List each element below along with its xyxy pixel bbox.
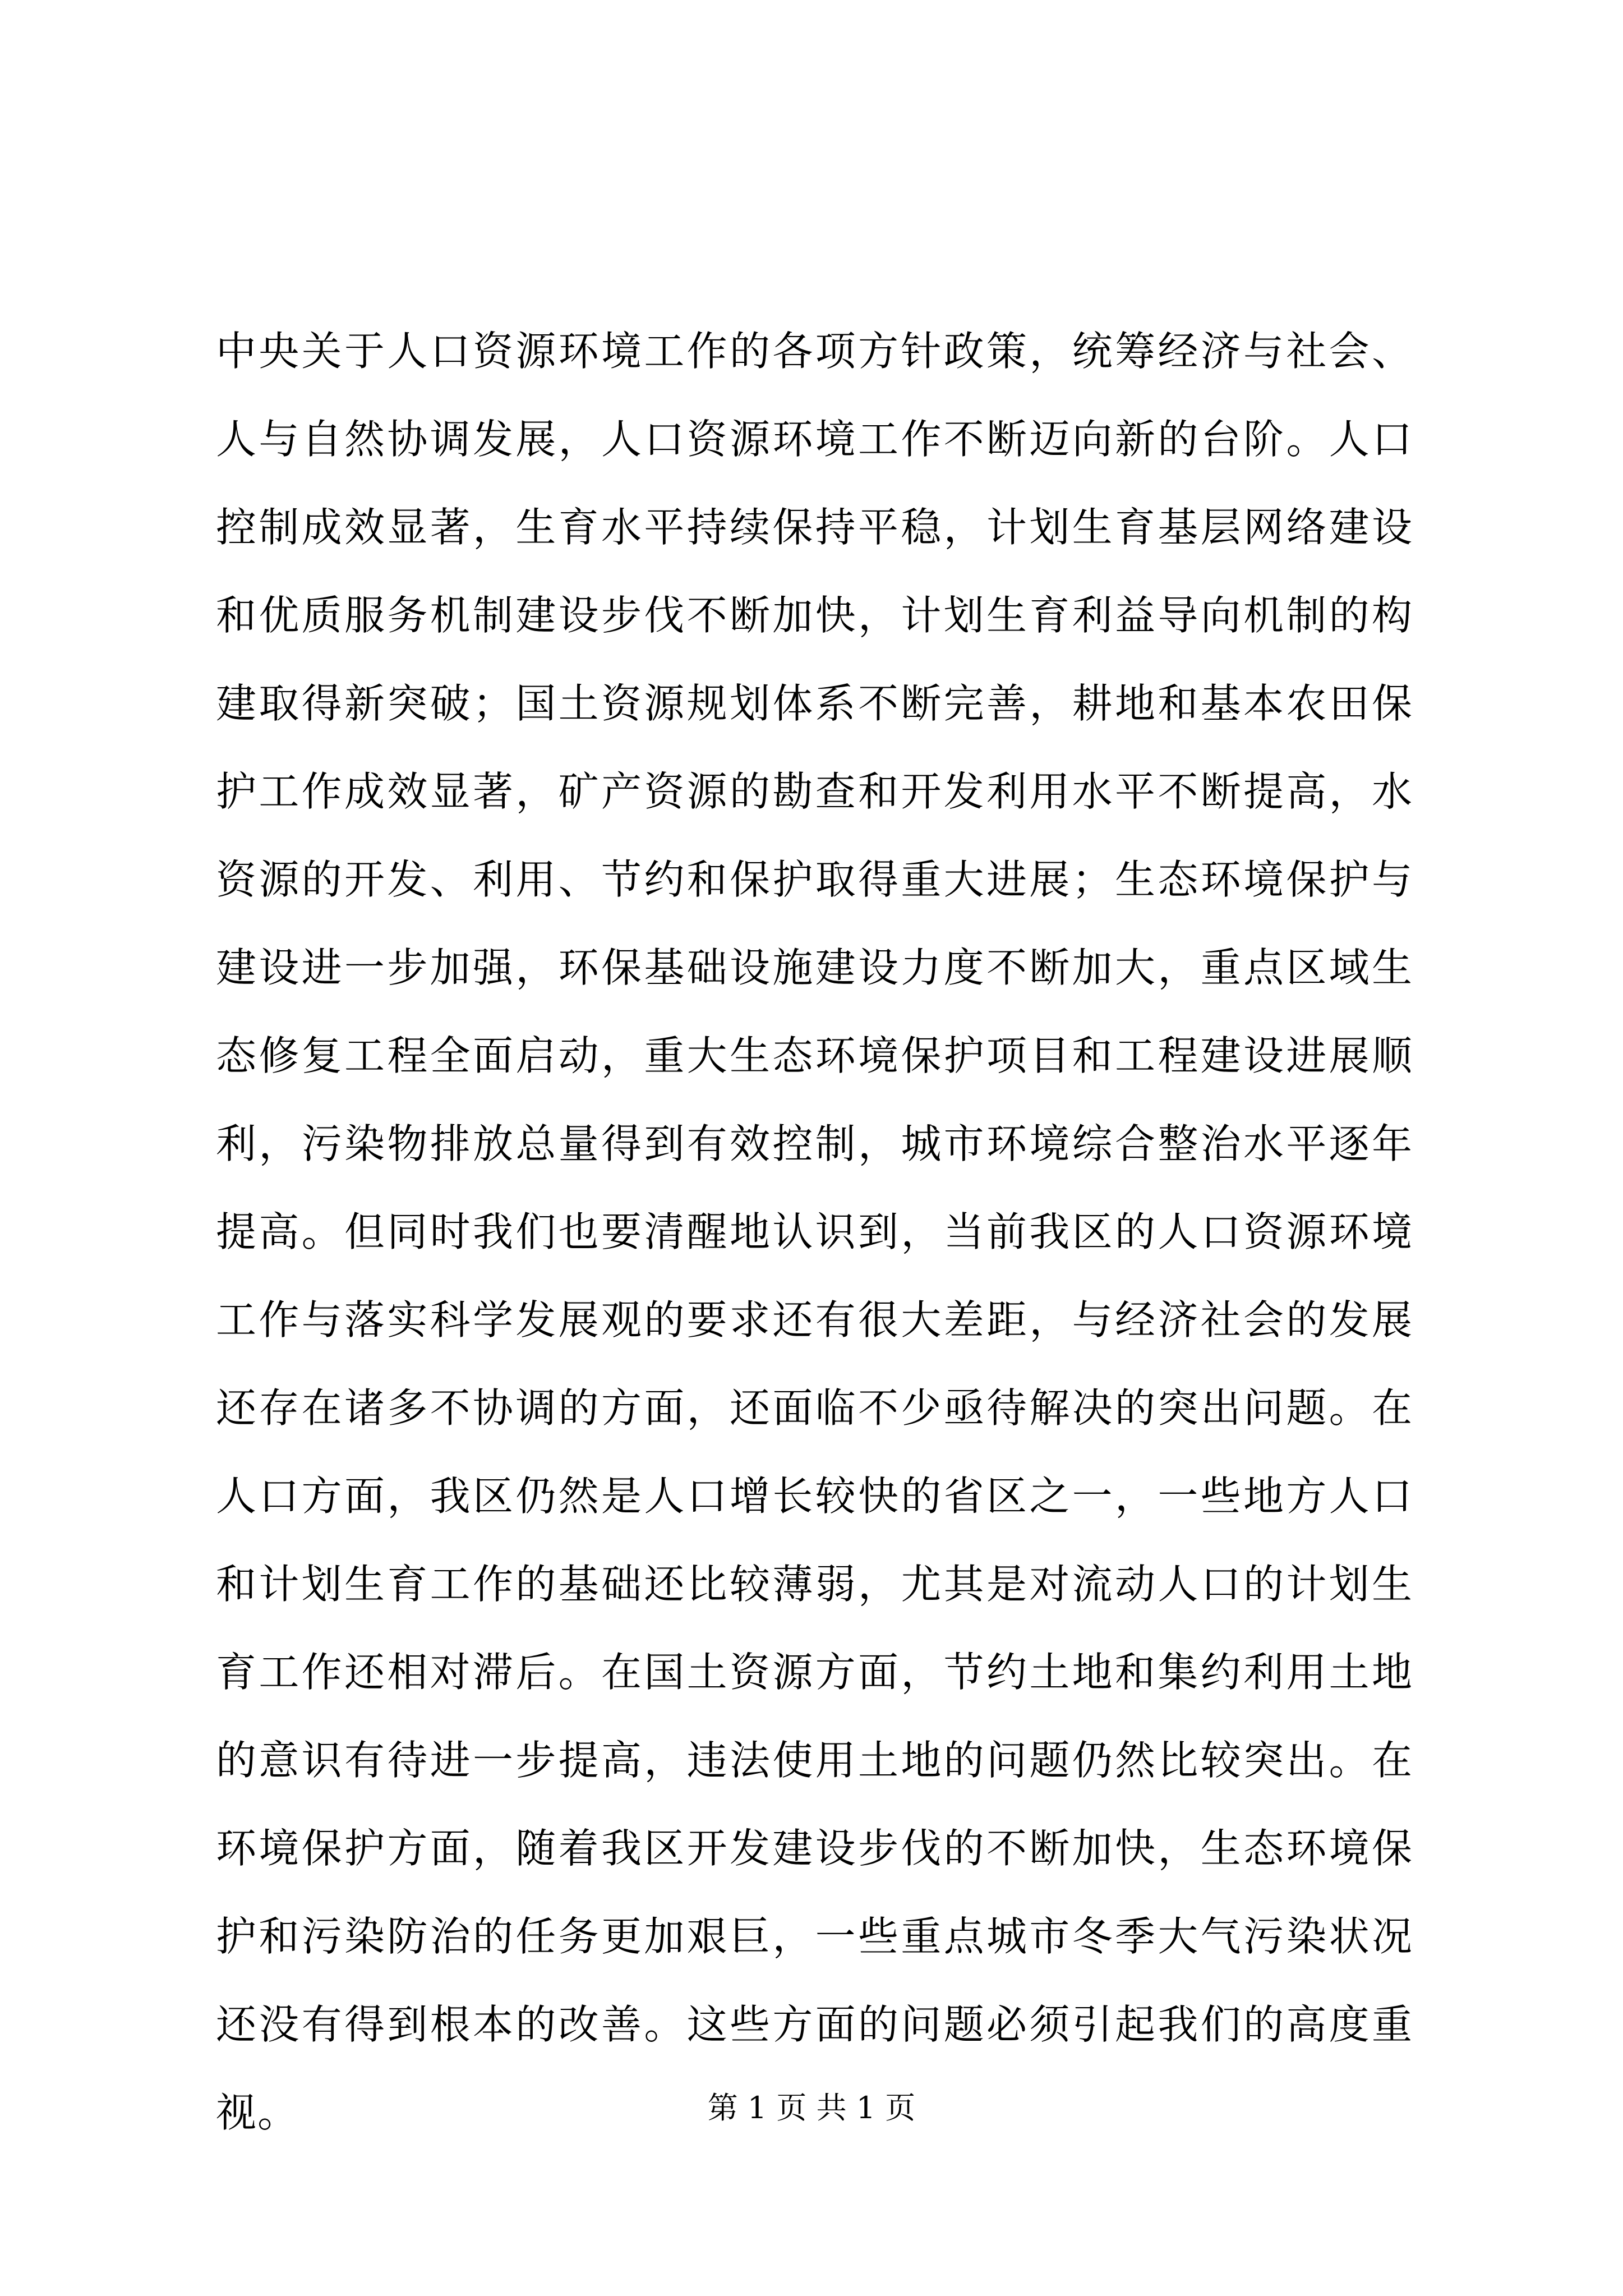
text-line: 提高。但同时我们也要清醒地认识到，当前我区的人口资源环境	[216, 1208, 1413, 1255]
text-line: 护和污染防治的任务更加艰巨，一些重点城市冬季大气污染状况	[216, 1913, 1413, 1960]
text-line: 护工作成效显著，矿产资源的勘查和开发利用水平不断提高，水	[216, 768, 1413, 815]
text-line: 和计划生育工作的基础还比较薄弱，尤其是对流动人口的计划生	[216, 1561, 1413, 1608]
text-line: 还没有得到根本的改善。这些方面的问题必须引起我们的高度重	[216, 2001, 1413, 2048]
text-line: 的意识有待进一步提高，违法使用土地的问题仍然比较突出。在	[216, 1737, 1413, 1784]
text-line: 利，污染物排放总量得到有效控制，城市环境综合整治水平逐年	[216, 1120, 1413, 1167]
page-footer: 第 1 页 共 1 页	[707, 2090, 916, 2125]
text-line: 资源的开发、利用、节约和保护取得重大进展；生态环境保护与	[216, 856, 1413, 903]
text-line: 态修复工程全面启动，重大生态环境保护项目和工程建设进展顺	[216, 1032, 1413, 1079]
text-line: 建设进一步加强，环保基础设施建设力度不断加大，重点区域生	[216, 944, 1413, 991]
text-line: 建取得新突破；国土资源规划体系不断完善，耕地和基本农田保	[216, 680, 1413, 727]
text-line: 环境保护方面，随着我区开发建设步伐的不断加快，生态环境保	[216, 1825, 1413, 1872]
body-paragraph	[216, 307, 1413, 2157]
text-line: 和优质服务机制建设步伐不断加快，计划生育利益导向机制的构	[216, 592, 1413, 639]
text-line: 视。	[216, 2089, 299, 2136]
text-line: 控制成效显著，生育水平持续保持平稳，计划生育基层网络建设	[216, 504, 1413, 551]
text-line: 中央关于人口资源环境工作的各项方针政策，统筹经济与社会、	[216, 328, 1413, 375]
text-line: 还存在诸多不协调的方面，还面临不少亟待解决的突出问题。在	[216, 1384, 1413, 1432]
text-line: 育工作还相对滞后。在国土资源方面，节约土地和集约利用土地	[216, 1649, 1413, 1696]
text-line: 工作与落实科学发展观的要求还有很大差距，与经济社会的发展	[216, 1296, 1413, 1343]
text-line: 人与自然协调发展，人口资源环境工作不断迈向新的台阶。人口	[216, 416, 1413, 463]
text-line: 人口方面，我区仍然是人口增长较快的省区之一，一些地方人口	[216, 1473, 1413, 1520]
